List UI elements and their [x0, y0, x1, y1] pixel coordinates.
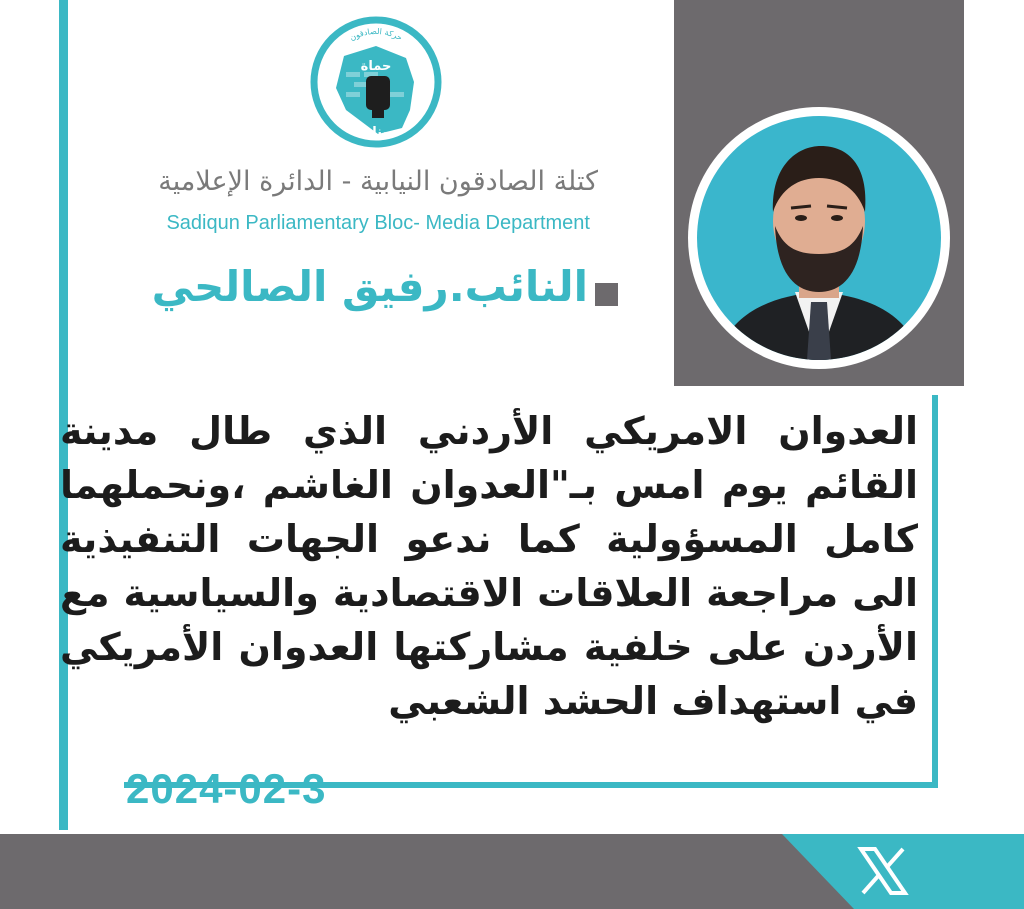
- name-bullet-square: [595, 283, 618, 306]
- logo-word-bottom: بناة: [364, 125, 388, 140]
- org-name-english: Sadiqun Parliamentary Bloc- Media Department: [166, 212, 590, 234]
- speaker-photo-background: [697, 116, 941, 360]
- org-name-arabic: كتلة الصادقون النيابية - الدائرة الإعلامية: [158, 166, 598, 197]
- svg-text:حركة الصادقون: [348, 27, 404, 43]
- logo-emblem-icon: [306, 12, 446, 152]
- movement-logo: [306, 12, 446, 152]
- logo-word-top: حماة: [360, 59, 392, 74]
- statement-date: 2024-02-3: [126, 765, 327, 812]
- statement-text: العدوان الامريكي الأردني الذي طال مدينة القائم يوم امس بـ"العدوان الغاشم ،ونحملهما كامل المسؤولية كما ندعو الجهات التنفيذية الى مراجعة العلاقات الاقتصادية والسياسية مع الأردن على خلفية مشاركتها العدوان الأمريكي في استهداف الحشد الشعبي: [60, 409, 918, 723]
- speaker-photo: [688, 107, 950, 369]
- speaker-portrait-icon: [697, 116, 941, 360]
- logo-arc-text: حركة الصادقون: [348, 26, 404, 43]
- x-logo-icon[interactable]: [857, 845, 909, 897]
- speaker-name: النائب.رفيق الصالحي: [151, 262, 588, 311]
